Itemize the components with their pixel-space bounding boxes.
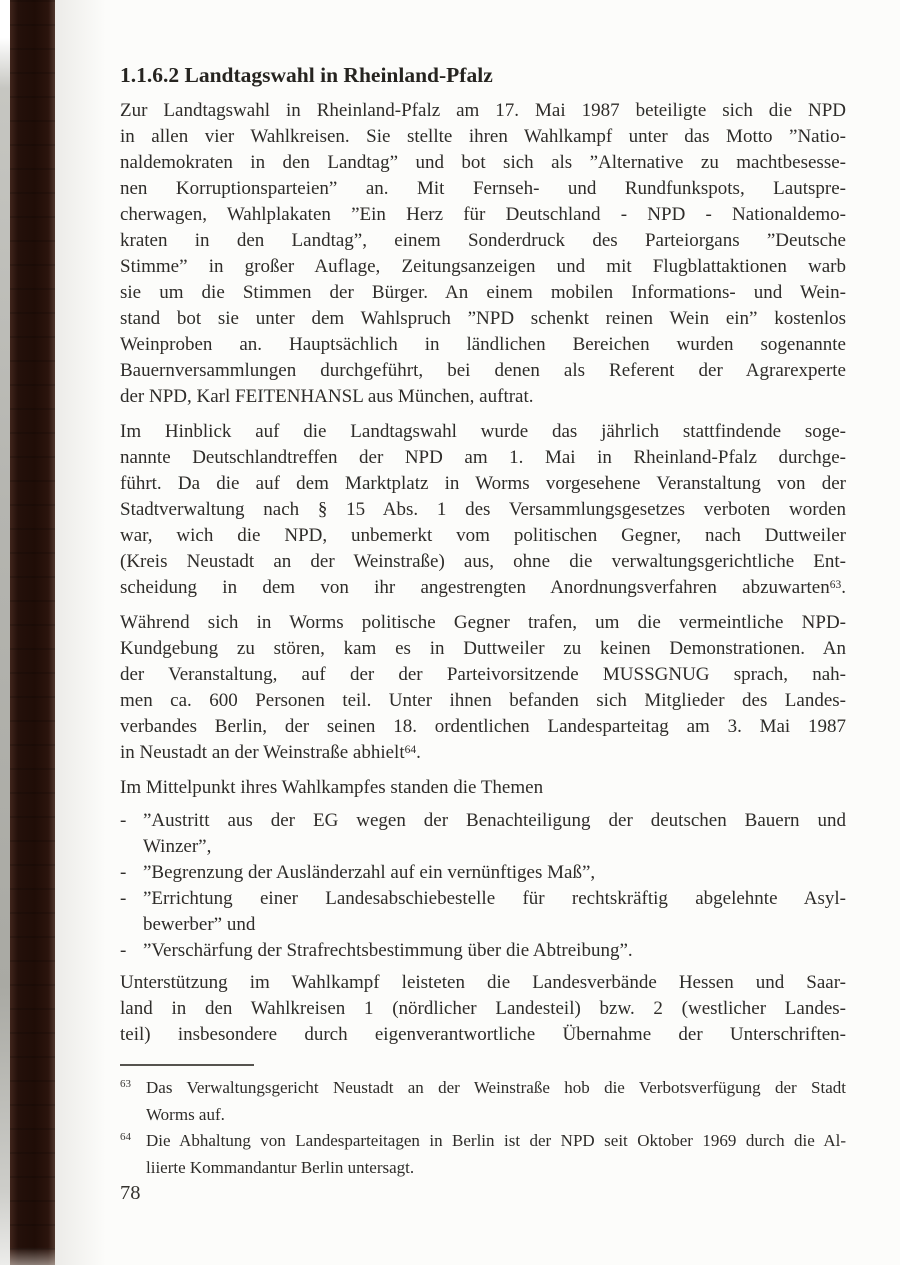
text-line: war, wich die NPD, unbemerkt vom politischen Gegner, nach Duttweiler xyxy=(120,525,846,546)
text-line: teil) insbesondere durch eigenverantwortliche Übernahme der Unterschriften- xyxy=(120,1024,846,1045)
book-binding-strip xyxy=(10,0,55,1265)
text-line: Stimme” in großer Auflage, Zeitungsanzeigen und mit Flugblattaktionen warb xyxy=(120,256,846,277)
text-run: scheidung in dem von ihr angestrengten Anordnungsverfahren abzuwarten xyxy=(120,577,830,598)
text-line: bewerber” und xyxy=(143,914,256,935)
text-line: Unterstützung im Wahlkampf leisteten die Landesverbände Hessen und Saar- xyxy=(120,972,846,993)
text-line: nannte Deutschlandtreffen der NPD am 1. Mai in Rheinland-Pfalz durchge- xyxy=(120,447,846,468)
text-line: cherwagen, Wahlplakaten ”Ein Herz für Deutschland - NPD - Nationaldemo- xyxy=(120,204,846,225)
text-line: in allen vier Wahlkreisen. Sie stellte ihren Wahlkampf unter das Motto ”Natio- xyxy=(120,126,846,147)
text-line: ”Austritt aus der EG wegen der Benachteiligung der deutschen Bauern und xyxy=(143,810,846,831)
text-line: naldemokraten in den Landtag” und bot sich als ”Alternative zu machtbesesse- xyxy=(120,152,846,173)
list-dash: - xyxy=(120,810,127,831)
section-heading: 1.1.6.2 Landtagswahl in Rheinland-Pfalz xyxy=(120,63,493,87)
footnote-marker: 64 xyxy=(120,1131,131,1143)
text-line: ”Verschärfung der Strafrechtsbestimmung über die Abtreibung”. xyxy=(143,940,633,961)
list-dash: - xyxy=(120,888,127,909)
text-line: kraten in den Landtag”, einem Sonderdruck des Parteiorgans ”Deutsche xyxy=(120,230,846,251)
text-line xyxy=(120,740,846,766)
topics-list xyxy=(120,808,846,964)
text-line: verbandes Berlin, der seinen 18. ordentlichen Landesparteitag am 3. Mai 1987 xyxy=(120,716,846,737)
text-line: der NPD, Karl FEITENHANSL aus München, auftrat. xyxy=(120,386,534,407)
page-edge-shadow xyxy=(0,0,10,1265)
text-line: (Kreis Neustadt an der Weinstraße) aus, ohne die verwaltungsgerichtliche Ent- xyxy=(120,551,846,572)
text-run: . xyxy=(841,577,846,598)
text-line: Während sich in Worms politische Gegner trafen, um die vermeintliche NPD- xyxy=(120,612,846,633)
text-line: Weinproben an. Hauptsächlich in ländlichen Bereichen wurden sogenannte xyxy=(120,334,846,355)
footnote-ref: 63 xyxy=(829,578,842,591)
footnote-divider xyxy=(120,1064,254,1066)
list-item xyxy=(120,886,846,938)
text-line: stand bot sie unter dem Wahlspruch ”NPD schenkt reinen Wein ein” kostenlos xyxy=(120,308,846,329)
text-line: Kundgebung zu stören, kam es in Duttweiler zu keinen Demonstrationen. An xyxy=(120,638,846,659)
text-column xyxy=(120,62,846,1057)
list-dash: - xyxy=(120,940,127,961)
footnote-marker: 63 xyxy=(120,1078,131,1090)
list-intro-line: Im Mittelpunkt ihres Wahlkampfes standen die Themen xyxy=(120,777,544,798)
list-dash: - xyxy=(120,862,127,883)
text-line: Stadtverwaltung nach § 15 Abs. 1 des Versammlungsgesetzes verboten worden xyxy=(120,499,846,520)
footnote-line: Die Abhaltung von Landesparteitagen in Berlin ist der NPD seit Oktober 1969 durch die Al- xyxy=(146,1131,846,1150)
footnotes xyxy=(120,1064,846,1181)
text-line xyxy=(120,575,846,601)
paragraph xyxy=(120,970,846,1048)
text-line: ”Begrenzung der Ausländerzahl auf ein vernünftiges Maß”, xyxy=(143,862,596,883)
text-run: in Neustadt an der Weinstraße abhielt xyxy=(120,742,405,763)
footnote-line: Worms auf. xyxy=(146,1104,225,1124)
text-line: Bauernversammlungen durchgeführt, bei denen als Referent der Agrarexperte xyxy=(120,360,846,381)
text-line: land in den Wahlkreisen 1 (nördlicher Landesteil) bzw. 2 (westlicher Landes- xyxy=(120,998,846,1019)
text-run: . xyxy=(416,742,421,763)
text-line: men ca. 600 Personen teil. Unter ihnen befanden sich Mitglieder des Landes- xyxy=(120,690,846,711)
text-line: Winzer”, xyxy=(143,836,212,857)
text-line: der Veranstaltung, auf der der Parteivorsitzende MUSSGNUG sprach, nah- xyxy=(120,664,846,685)
footnote-line: liierte Kommandantur Berlin untersagt. xyxy=(146,1157,415,1177)
footnote xyxy=(120,1075,846,1128)
page-number: 78 xyxy=(120,1182,141,1204)
footnote-ref: 64 xyxy=(404,743,417,756)
paragraph xyxy=(120,98,846,410)
list-item xyxy=(120,808,846,860)
list-item xyxy=(120,938,846,964)
text-line: führt. Da die auf dem Marktplatz in Worms vorgesehene Veranstaltung von der xyxy=(120,473,846,494)
paragraph xyxy=(120,610,846,766)
footnote xyxy=(120,1128,846,1181)
text-line: sie um die Stimmen der Bürger. An einem mobilen Informations- und Wein- xyxy=(120,282,846,303)
footnote-line: Das Verwaltungsgericht Neustadt an der Weinstraße hob die Verbotsverfügung der Stadt xyxy=(146,1078,846,1097)
list-item xyxy=(120,860,846,886)
text-line: Im Hinblick auf die Landtagswahl wurde das jährlich stattfindende soge- xyxy=(120,421,846,442)
text-line: ”Errichtung einer Landesabschiebestelle für rechtskräftig abgelehnte Asyl- xyxy=(143,888,846,909)
gutter-shadow xyxy=(55,0,117,1265)
text-line: Zur Landtagswahl in Rheinland-Pfalz am 17. Mai 1987 beteiligte sich die NPD xyxy=(120,100,846,121)
text-line: nen Korruptionsparteien” an. Mit Fernseh- und Rundfunkspots, Lautspre- xyxy=(120,178,846,199)
paragraph xyxy=(120,419,846,601)
